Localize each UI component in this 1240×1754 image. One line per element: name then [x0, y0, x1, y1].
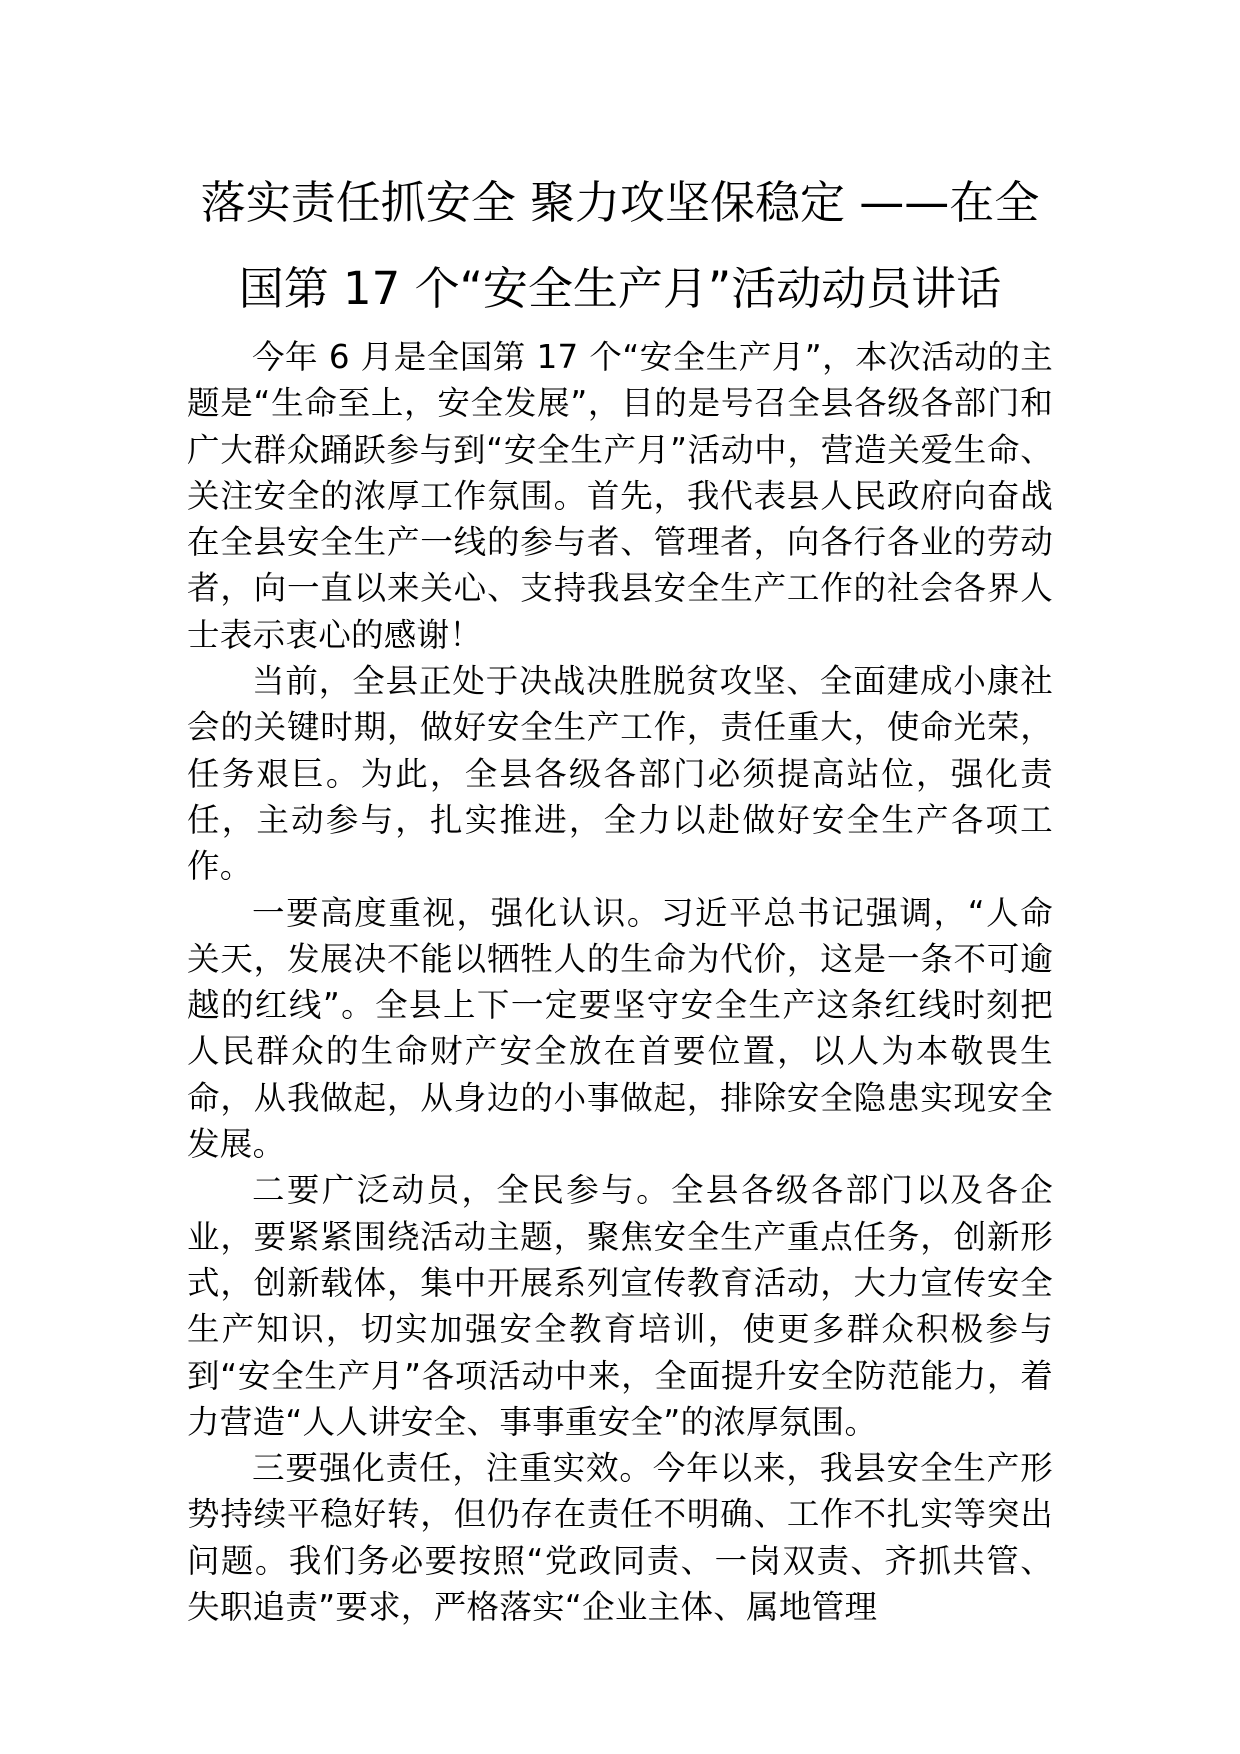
paragraph-point-three: 三要强化责任，注重实效。今年以来，我县安全生产形势持续平稳好转，但仍存在责任不明确、工作不扎实等突出问题。我们务必要按照“党政同责、一岗双责、齐抓共管、失职追责”要求，严格落实“企业主体、属地管理: [187, 1449, 1053, 1627]
document-title: [187, 160, 1053, 332]
paragraph-point-one: 一要高度重视，强化认识。习近平总书记强调，“人命关天，发展决不能以牺牲人的生命为代价，这是一条不可逾越的红线”。全县上下一定要坚守安全生产这条红线时刻把人民群众的生命财产安全放在首要位置，以人为本敬畏生命，从我做起，从身边的小事做起，排除安全隐患实现安全发展。: [187, 893, 1053, 1164]
title-line-1: 落实责任抓安全 聚力攻坚保稳定 ——在全: [200, 176, 1040, 229]
title-line-2: 国第 17 个“安全生产月”活动动员讲话: [238, 262, 1002, 315]
document-body: [187, 334, 1053, 1630]
paragraph-current-situation: 当前，全县正处于决战决胜脱贫攻坚、全面建成小康社会的关键时期，做好安全生产工作，责任重大，使命光荣，任务艰巨。为此，全县各级各部门必须提高站位，强化责任，主动参与，扎实推进，全力以赴做好安全生产各项工作。: [187, 662, 1053, 886]
document-page: [187, 160, 1053, 1630]
paragraph-intro: 今年 6 月是全国第 17 个“安全生产月”，本次活动的主题是“生命至上，安全发展”，目的是号召全县各级各部门和广大群众踊跃参与到“安全生产月”活动中，营造关爱生命、关注安全的浓厚工作氛围。首先，我代表县人民政府向奋战在全县安全生产一线的参与者、管理者，向各行各业的劳动者，向一直以来关心、支持我县安全生产工作的社会各界人士表示衷心的感谢！: [187, 338, 1053, 654]
paragraph-point-two: 二要广泛动员，全民参与。全县各级各部门以及各企业，要紧紧围绕活动主题，聚焦安全生产重点任务，创新形式，创新载体，集中开展系列宣传教育活动，大力宣传安全生产知识，切实加强安全教育培训，使更多群众积极参与到“安全生产月”各项活动中来，全面提升安全防范能力，着力营造“人人讲安全、事事重安全”的浓厚氛围。: [187, 1171, 1053, 1441]
